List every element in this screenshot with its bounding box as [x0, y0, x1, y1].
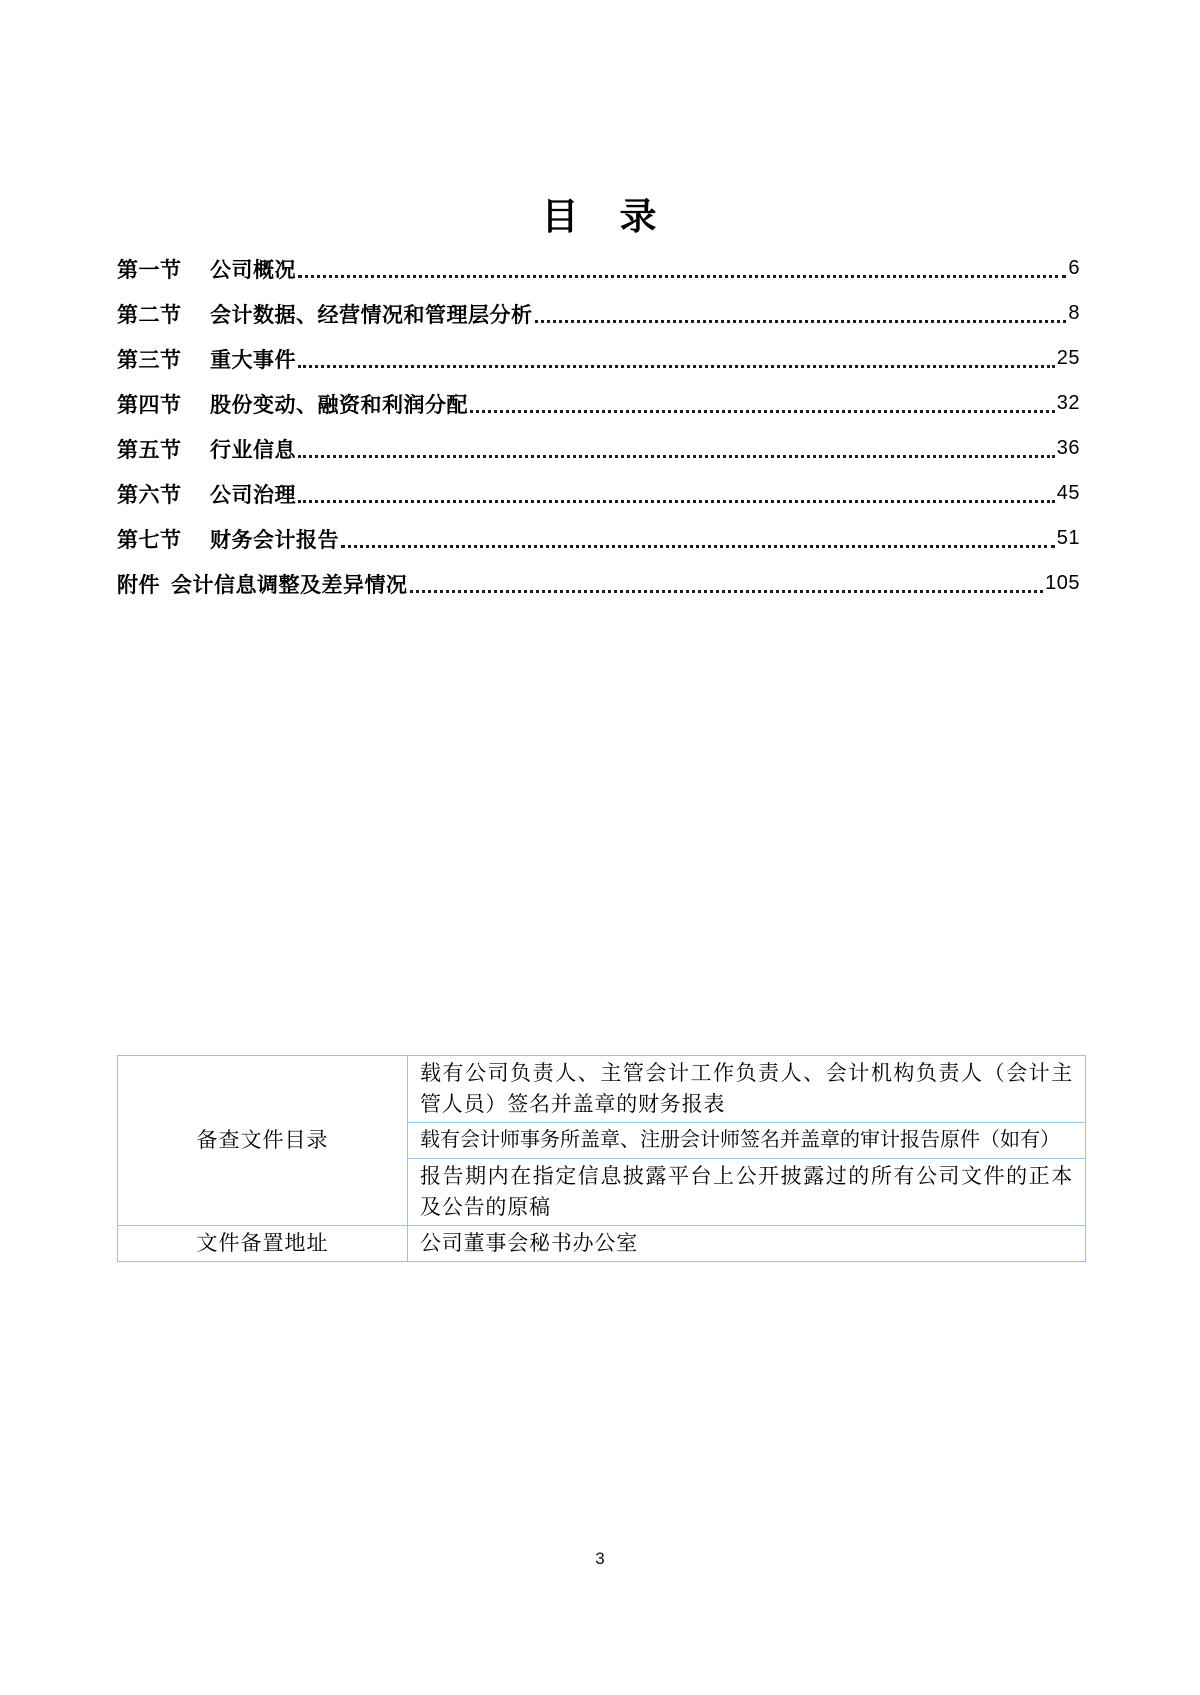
toc-section-title: 公司治理 — [210, 482, 296, 507]
toc-section-title: 行业信息 — [210, 437, 296, 462]
toc-section-label: 第七节 — [117, 527, 182, 552]
table-header-cell: 备查文件目录 — [118, 1056, 408, 1226]
toc-item — [117, 516, 1080, 561]
toc-section-label: 第六节 — [117, 482, 182, 507]
toc-section-title: 财务会计报告 — [210, 527, 339, 552]
toc-section-label: 第一节 — [117, 257, 182, 282]
toc-section-title: 重大事件 — [210, 347, 296, 372]
toc-page-number: 32 — [1056, 392, 1080, 414]
toc-item — [117, 471, 1080, 516]
toc-item — [117, 381, 1080, 426]
table-header-cell: 文件备置地址 — [118, 1226, 408, 1262]
toc-section-label: 第二节 — [117, 302, 182, 327]
dot-leader — [298, 500, 1055, 503]
footer-page-number: 3 — [595, 1549, 605, 1568]
table-of-contents — [117, 246, 1080, 606]
reference-documents-table — [117, 1055, 1086, 1262]
toc-section-title: 会计信息调整及差异情况 — [171, 572, 408, 597]
toc-item — [117, 246, 1080, 291]
toc-page-number: 105 — [1045, 572, 1080, 594]
table-cell: 载有公司负责人、主管会计工作负责人、会计机构负责人（会计主管人员）签名并盖章的财务报表 — [408, 1056, 1086, 1123]
toc-item — [117, 336, 1080, 381]
toc-page-number: 8 — [1068, 302, 1080, 324]
toc-item — [117, 561, 1080, 606]
dot-leader — [410, 590, 1044, 593]
toc-section-label: 第三节 — [117, 347, 182, 372]
dot-leader — [341, 545, 1055, 548]
toc-item — [117, 291, 1080, 336]
dot-leader — [535, 320, 1067, 323]
table-cell: 公司董事会秘书办公室 — [408, 1226, 1086, 1262]
page-title: 目 录 — [541, 197, 659, 238]
toc-section-label: 附件 — [117, 572, 160, 597]
table-row — [118, 1226, 1086, 1262]
table-cell: 载有会计师事务所盖章、注册会计师签名并盖章的审计报告原件（如有） — [408, 1123, 1086, 1159]
toc-section-title: 股份变动、融资和利润分配 — [210, 392, 468, 417]
dot-leader — [298, 455, 1055, 458]
toc-section-label: 第五节 — [117, 437, 182, 462]
dot-leader — [470, 410, 1055, 413]
toc-section-title: 会计数据、经营情况和管理层分析 — [210, 302, 533, 327]
toc-page-number: 36 — [1056, 437, 1080, 459]
toc-item — [117, 426, 1080, 471]
dot-leader — [298, 365, 1055, 368]
table-cell: 报告期内在指定信息披露平台上公开披露过的所有公司文件的正本及公告的原稿 — [408, 1159, 1086, 1226]
toc-page-number: 6 — [1068, 257, 1080, 279]
dot-leader — [298, 275, 1066, 278]
table-row — [118, 1056, 1086, 1123]
toc-page-number: 51 — [1056, 527, 1080, 549]
toc-section-label: 第四节 — [117, 392, 182, 417]
toc-section-title: 公司概况 — [210, 257, 296, 282]
toc-page-number: 45 — [1056, 482, 1080, 504]
toc-page-number: 25 — [1056, 347, 1080, 369]
